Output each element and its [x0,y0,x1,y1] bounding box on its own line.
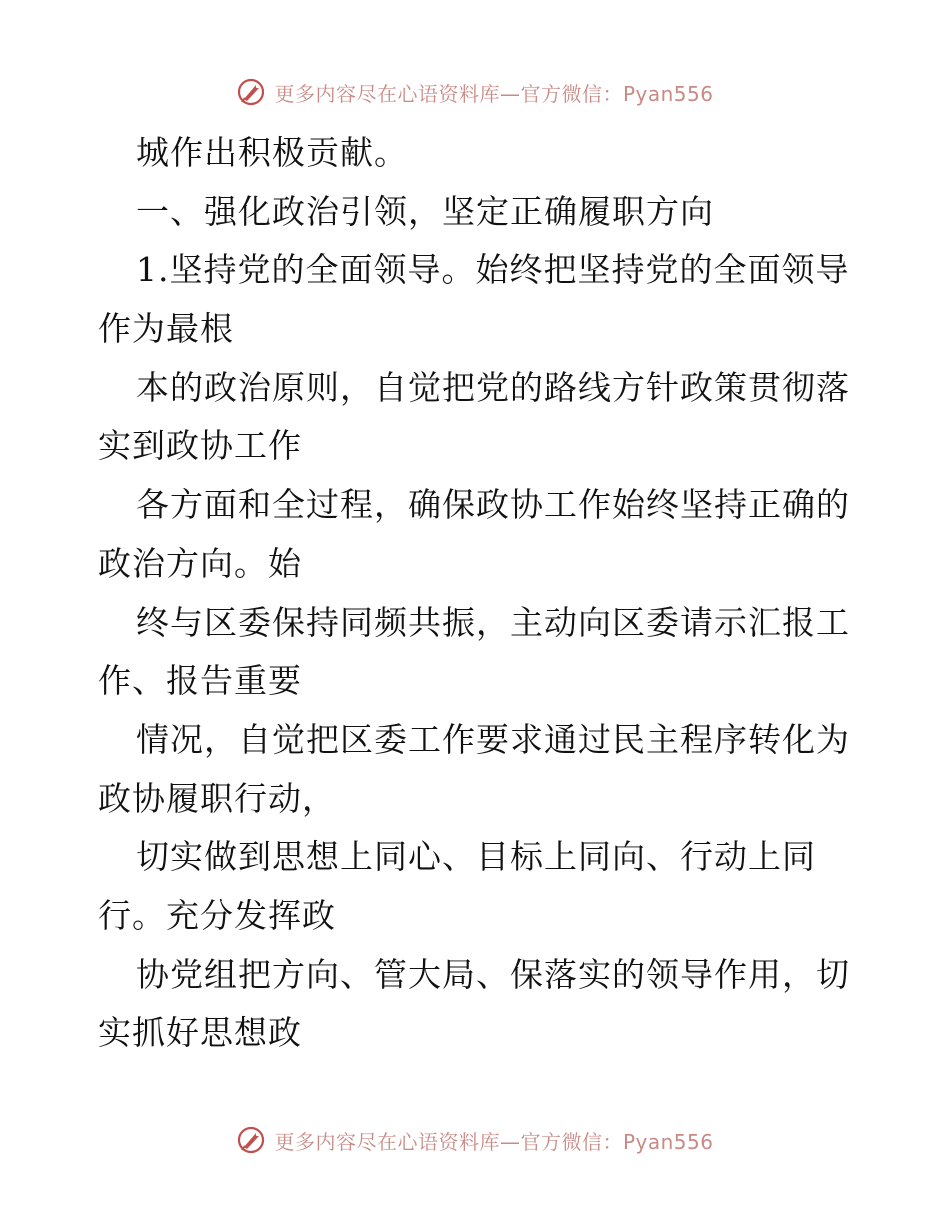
body-text-line: 切实做到思想上同心、目标上同向、行动上同 [136,837,816,877]
footer-banner-text: 更多内容尽在心语资料库—官方微信：Pyan556 [274,1129,714,1154]
footer-banner [0,1120,950,1160]
body-text-line: 各方面和全过程，确保政协工作始终坚持正确的 [136,485,850,525]
body-text-line: 实抓好思想政 [98,1013,302,1053]
body-text-line: 情况，自觉把区委工作要求通过民主程序转化为 [136,719,850,759]
quill-logo-icon [236,77,266,107]
body-text-line: 政协履职行动， [98,778,336,818]
body-text-line: 实到政协工作 [98,426,302,466]
body-text-line: 协党组把方向、管大局、保落实的领导作用，切 [136,954,850,994]
body-text-line: 终与区委保持同频共振，主动向区委请示汇报工 [136,602,850,642]
body-text-line: 政治方向。始 [98,543,302,583]
body-text-line: 一、强化政治引领，坚定正确履职方向 [136,191,714,231]
body-text-line: 城作出积极贡献。 [136,133,408,172]
body-text-line: 1.坚持党的全面领导。始终把坚持党的全面领导 [136,250,850,290]
header-banner-text: 更多内容尽在心语资料库—官方微信：Pyan556 [274,81,714,106]
header-banner [0,72,950,112]
body-text-line: 作、报告重要 [98,661,302,701]
body-text-line: 作为最根 [98,309,234,349]
document-body [98,124,858,1063]
body-text-line: 行。充分发挥政 [98,895,336,935]
quill-logo-icon [236,1125,266,1155]
body-text-line: 本的政治原则，自觉把党的路线方针政策贯彻落 [136,367,850,407]
